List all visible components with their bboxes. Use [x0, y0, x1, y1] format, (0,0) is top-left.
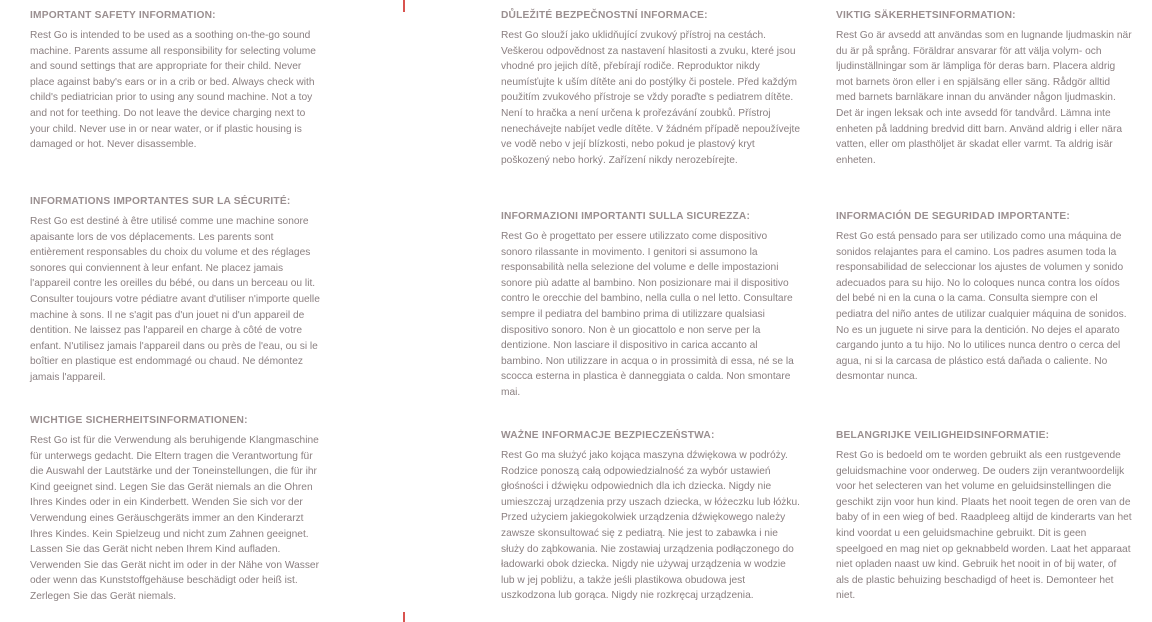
- section-body: Rest Go ist für die Verwendung als beruhigende Klangmaschine für unterwegs gedacht. Die Eltern tragen die Verantwortung für die Auswahl der Lautstärke und der Toneinstellungen, die für ihr Kind geeignet sind. Legen Sie das Gerät niemals an die Ohren Ihres Kindes oder in ein Kinderbett. Wenden Sie sich vor der Verwendung eines Geräuschgeräts immer an den Kinderarzt Ihres Kindes. Kein Spielzeug und nicht zum Zahnen geeignet. Lassen Sie das Gerät nicht neben Ihrem Kind aufladen. Verwenden Sie das Gerät nicht im oder in der Nähe von Wasser oder wenn das Kunststoffgehäuse beschädigt oder heiß ist. Zerlegen Sie das Gerät niemals.: [30, 435, 319, 602]
- section-body: Rest Go slouží jako uklidňující zvukový přístroj na cestách. Veškerou odpovědnost za nastavení hlasitosti a zvuku, které jsou vhodné pro jejich dítě, přebírají rodiče. Reproduktor nikdy neumísťujte k uším dítěte ani do postýlky či postele. Před každým použitím zvukového přístroje se vždy poraďte s pediatrem dítěte. Není to hračka a není určena k prořezávání zoubků. Přístroj nenechávejte nabíjet vedle dítěte. V žádném případě nepoužívejte ve vodě nebo v její blízkosti, nebo pokud je plastový kryt poškozený nebo horký. Zařízení nikdy nerozebírejte.: [501, 30, 801, 166]
- section-italian: [501, 210, 801, 401]
- section-english: [30, 9, 322, 153]
- section-heading: INFORMAZIONI IMPORTANTI SULLA SICUREZZA:: [501, 211, 751, 222]
- section-swedish: [836, 9, 1132, 168]
- section-heading: BELANGRIJKE VEILIGHEIDSINFORMATIE:: [836, 430, 1050, 441]
- section-body: Rest Go is bedoeld om te worden gebruikt als een rustgevende geluidsmachine voor onderweg. De ouders zijn verantwoordelijk voor het selecteren van het volume en geluidsinstellingen die geschikt zijn voor hun kind. Plaats het nooit tegen de oren van de baby of in een wieg of bed. Raadpleeg altijd de kinderarts van het kind voordat u een geluidsmachine gebruikt. Dit is geen speelgoed en mag niet op geknabbeld worden. Laat het apparaat niet opladen naast uw kind. Gebruik het nooit in of bij water, of als de plastic behuizing beschadigd of heet is. Demonteer het niet.: [836, 450, 1132, 602]
- section-body: Rest Go är avsedd att användas som en lugnande ljudmaskin när du är på språng. Föräldrar ansvarar för att välja volym- och ljudinställningar som är lämpliga för deras barn. Placera aldrig mot barnets öron eller i en spjälsäng eller säng. Rådgör alltid med barnets barnläkare innan du använder någon ljudmaskin. Det är ingen leksak och inte avsedd för tandvård. Lämna inte enheten på laddning bredvid ditt barn. Använd aldrig i eller nära vatten, eller om plasthöljet är skadat eller varmt. Ta aldrig isär enheten.: [836, 30, 1132, 166]
- fold-mark-bottom: [403, 612, 405, 622]
- section-body: Rest Go è progettato per essere utilizzato come dispositivo sonoro rilassante in movimento. I genitori si assumono la responsabilità nella selezione del volume e delle impostazioni sonore più adatte al bambino. Non posizionare mai il dispositivo contro le orecchie del bambino, nella culla o nel letto. Consultare sempre il pediatra del bambino prima di utilizzare qualsiasi dispositivo sonoro. Non è un giocattolo e non serve per la dentizione. Non lasciare il dispositivo in carica accanto al bambino. Non utilizzare in acqua o in prossimità di essa, né se la scocca esterna in plastica è danneggiata o calda. Non smontare mai.: [501, 231, 794, 398]
- section-heading: INFORMATIONS IMPORTANTES SUR LA SÉCURITÉ:: [30, 196, 291, 207]
- section-polish: [501, 429, 801, 604]
- section-heading: INFORMACIÓN DE SEGURIDAD IMPORTANTE:: [836, 211, 1070, 222]
- section-french: [30, 195, 322, 386]
- section-german: [30, 414, 322, 605]
- section-body: Rest Go is intended to be used as a soothing on-the-go sound machine. Parents assume all responsibility for selecting volume and sound settings that are appropriate for their child. Never place against baby's ears or in a crib or bed. Always check with child's pediatrician prior to using any sound machine. Not a toy and not for teething. Do not leave the device charging next to your child. Never use in or near water, or if plastic housing is damaged or hot. Never disassemble.: [30, 30, 316, 151]
- section-heading: VIKTIG SÄKERHETSINFORMATION:: [836, 10, 1016, 21]
- fold-mark-top: [403, 0, 405, 12]
- section-body: Rest Go est destiné à être utilisé comme une machine sonore apaisante lors de vos déplacements. Les parents sont entièrement responsables du choix du volume et des réglages sonores qui conviennent à leur enfant. Ne placez jamais l'appareil contre les oreilles du bébé, ou dans un berceau ou lit. Consulter toujours votre pédiatre avant d'utiliser n'importe quelle machine à sons. Il ne s'agit pas d'un jouet ni d'un appareil de dentition. Ne laissez pas l'appareil en charge à côté de votre enfant. N'utilisez jamais l'appareil dans ou près de l'eau, ou si le boîtier en plastique est endommagé ou chaud. Ne démontez jamais l'appareil.: [30, 216, 320, 383]
- section-heading: WAŻNE INFORMACJE BEZPIECZEŃSTWA:: [501, 430, 715, 441]
- section-heading: WICHTIGE SICHERHEITSINFORMATIONEN:: [30, 415, 248, 426]
- section-heading: IMPORTANT SAFETY INFORMATION:: [30, 10, 216, 21]
- section-body: Rest Go ma służyć jako kojąca maszyna dźwiękowa w podróży. Rodzice ponoszą całą odpowiedzialność za wybór ustawień głośności i dźwięku odpowiednich dla ich dziecka. Nigdy nie umieszczaj urządzenia przy uszach dziecka, w łóżeczku lub łóżku. Przed użyciem jakiegokolwiek urządzenia dźwiękowego należy zawsze skonsultować się z pediatrą. Nie jest to zabawka i nie służy do ząbkowania. Nie zostawiaj urządzenia podłączonego do ładowarki obok dziecka. Nigdy nie używaj urządzenia w wodzie lub w jej pobliżu, a także jeśli plastikowa obudowa jest uszkodzona lub gorąca. Nigdy nie rozkręcaj urządzenia.: [501, 450, 800, 602]
- section-spanish: [836, 210, 1132, 385]
- section-czech: [501, 9, 801, 168]
- section-dutch: [836, 429, 1132, 604]
- section-body: Rest Go está pensado para ser utilizado como una máquina de sonidos relajantes para el camino. Los padres asumen toda la responsabilidad de seleccionar los ajustes de volumen y sonido adecuados para su hijo. No lo coloques nunca contra los oídos del bebé ni en la cuna o la cama. Consulta siempre con el pediatra del niño antes de utilizar cualquier máquina de sonidos. No es un juguete ni sirve para la dentición. No dejes el aparato cargando junto a tu hijo. No lo utilices nunca dentro o cerca del agua, ni si la carcasa de plástico está dañada o caliente. No desmontar nunca.: [836, 231, 1127, 383]
- section-heading: DŮLEŽITÉ BEZPEČNOSTNÍ INFORMACE:: [501, 10, 708, 21]
